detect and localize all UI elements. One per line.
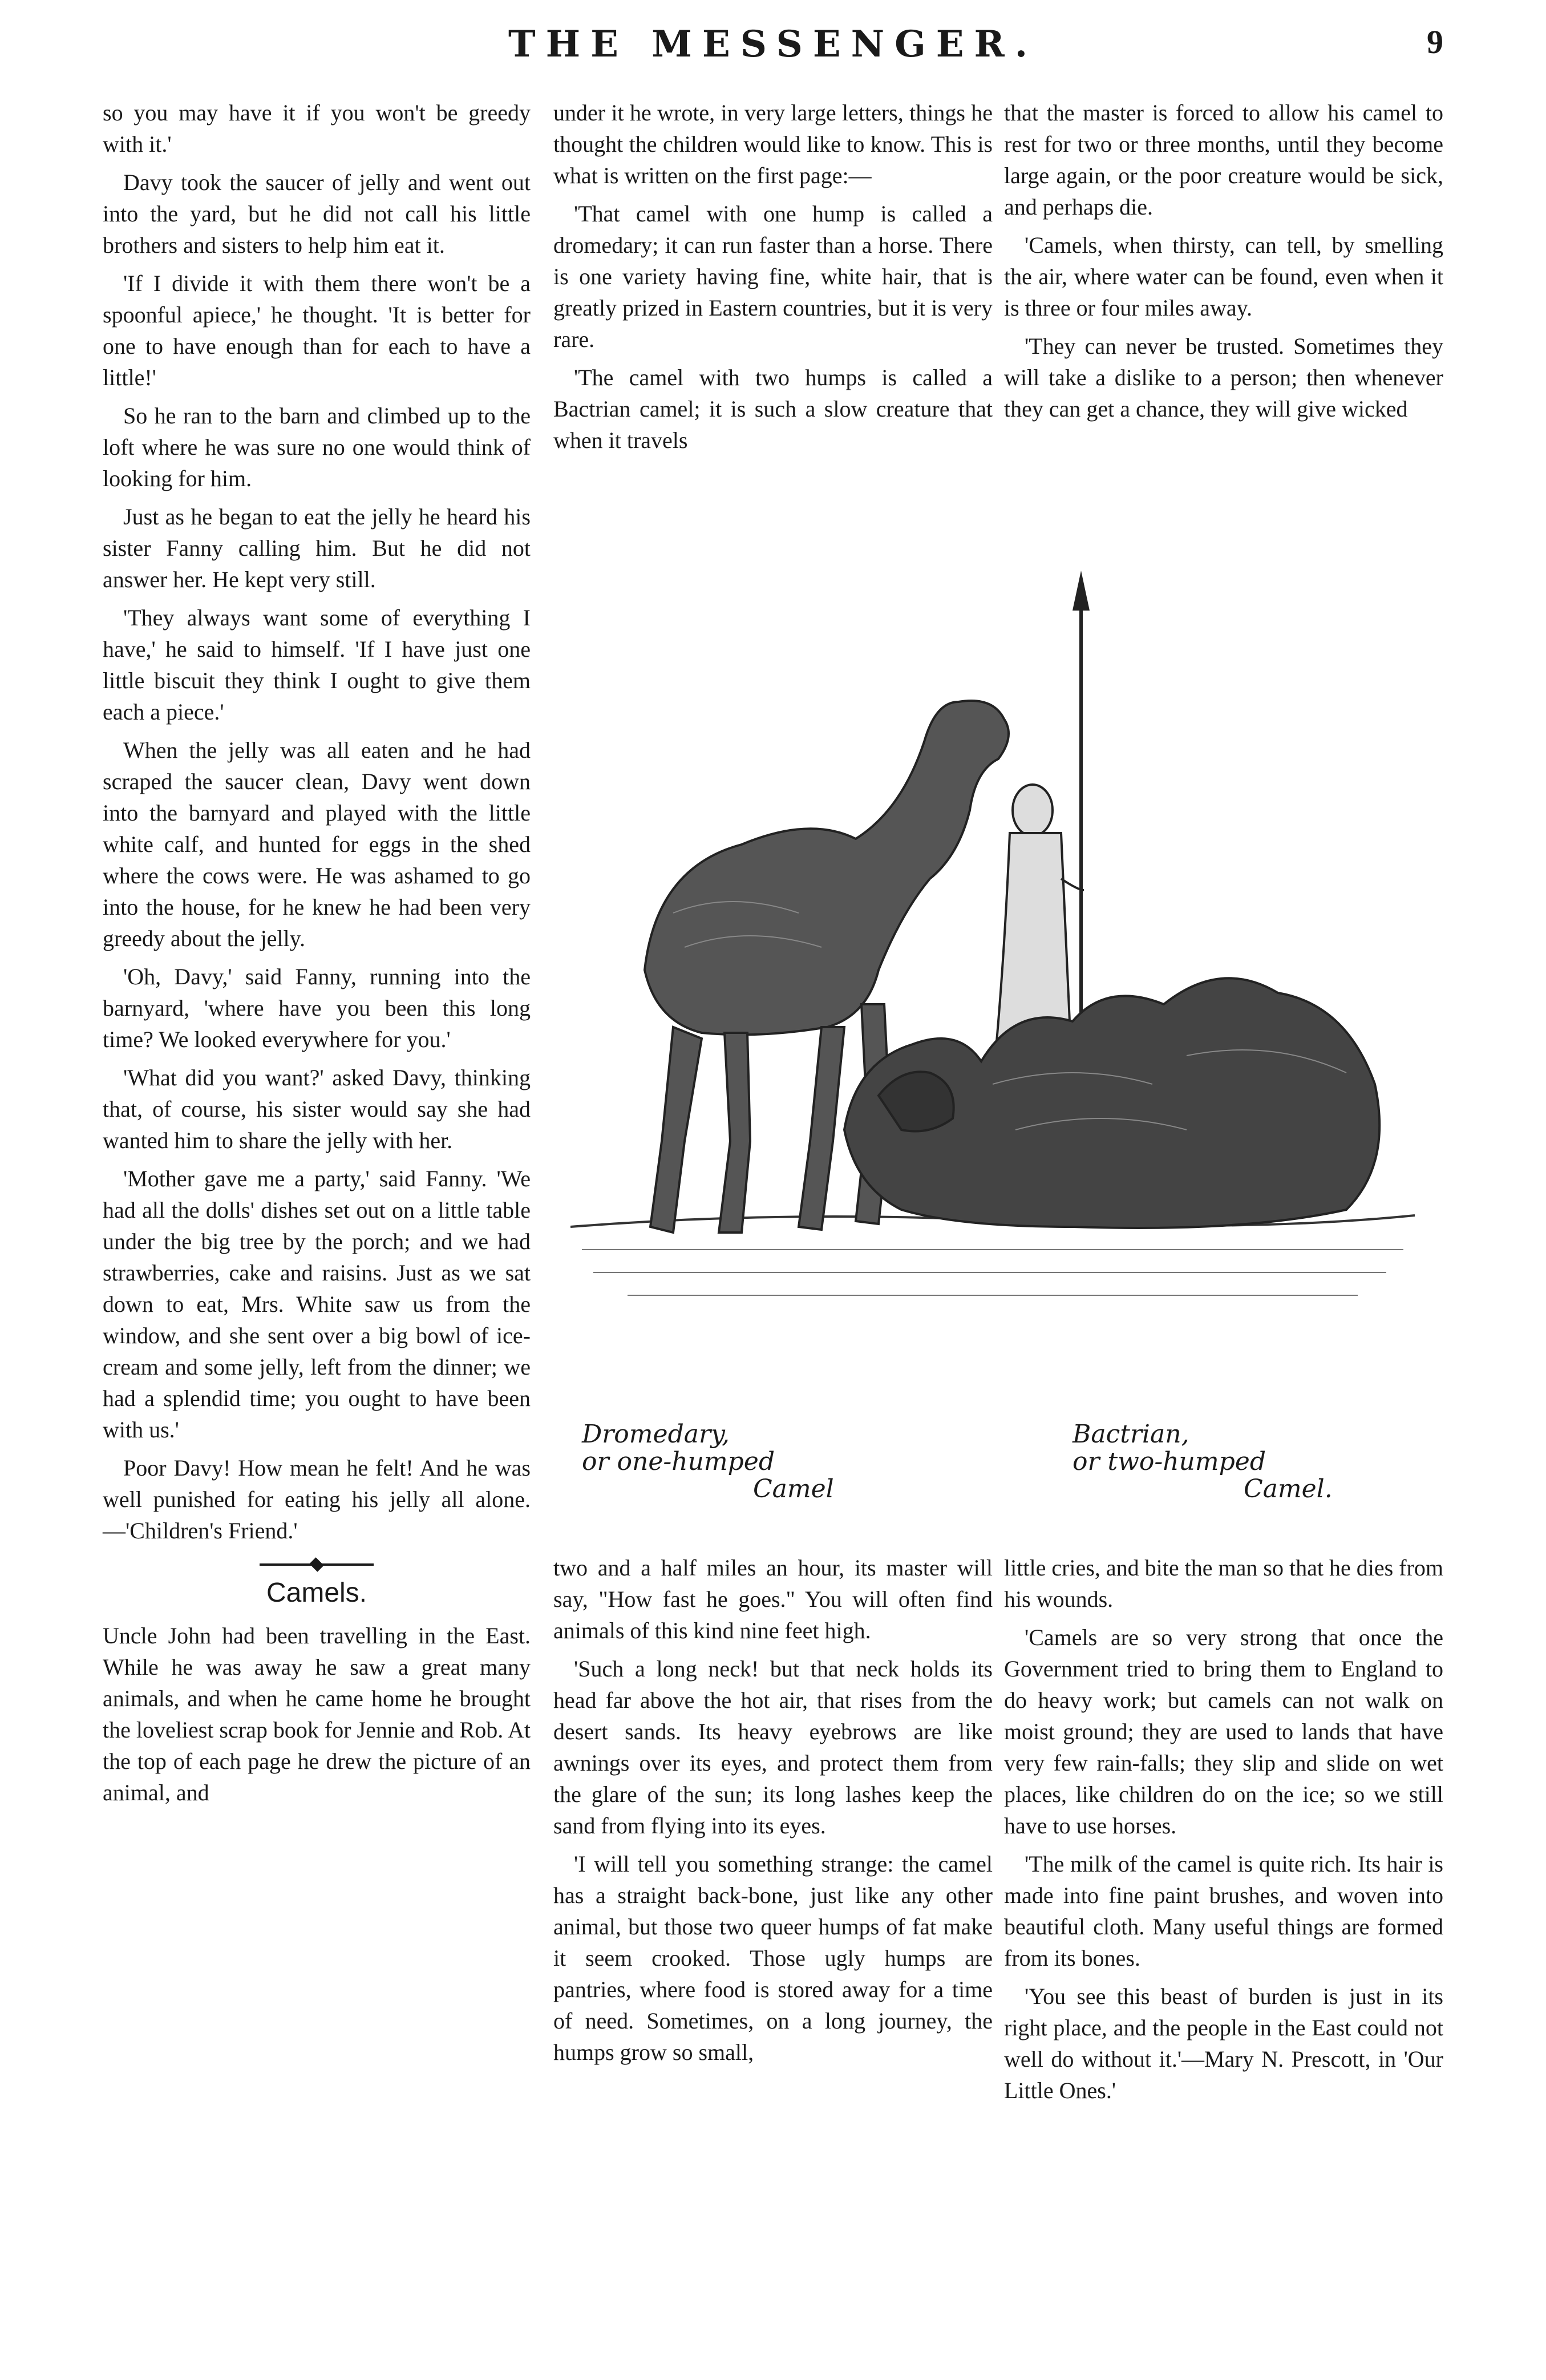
paragraph: two and a half miles an hour, its master will say, "How fast he goes." You will often find animals of this kind nine feet high.: [553, 1555, 993, 1643]
paragraph: 'They always want some of everything I have,' he said to himself. 'If I have just one little biscuit they think I ought to give them each a piece.': [103, 605, 531, 725]
caption-dromedary: [570, 1421, 856, 1503]
paragraph: 'Camels are so very strong that once the Government tried to bring them to England to do heavy work; but camels can not walk on moist ground; they are used to lands that have very few rain-falls; they slip and slide on wet places, like children do on the ice; so we still have to use horses.: [1004, 1625, 1443, 1838]
paragraph: When the jelly was all eaten and he had scraped the saucer clean, Davy went down into the barnyard and played with the little white calf, and hunted for eggs in the shed where the cows were. He was ashamed to go into the house, for he knew he had been very greedy about the jelly.: [103, 737, 531, 951]
paragraph: 'That camel with one hump is called a dromedary; it can run faster than a horse. There is one variety having fine, white hair, that is greatly prized in Eastern countries, but it is very rare.: [553, 201, 993, 352]
paragraph: Davy took the saucer of jelly and went out into the yard, but he did not call his little brothers and sisters to help him eat it.: [103, 169, 531, 258]
section-heading: Camels.: [266, 1578, 367, 1608]
caption-line: or two-humped: [1073, 1447, 1266, 1476]
paragraph: 'Oh, Davy,' said Fanny, running into the barnyard, 'where have you been this long time? We looked everywhere for you.': [103, 964, 531, 1052]
caption-line: Camel.: [1244, 1474, 1333, 1504]
column-3-bottom: [1004, 1552, 1443, 2113]
caption-line: Bactrian,: [1073, 1420, 1189, 1449]
caption-line: Camel: [753, 1474, 834, 1504]
spear-tip: [1073, 571, 1090, 611]
column-1: [103, 97, 531, 1815]
paragraph: that the master is forced to allow his camel to rest for two or three months, until they become large again, or the poor creature would be sick, and perhaps die.: [1004, 100, 1443, 220]
caption-bactrian: [1061, 1421, 1381, 1503]
paragraph: under it he wrote, in very large letters, things he thought the children would like to know. This is what is written on the first page:—: [553, 100, 993, 188]
paragraph: 'I will tell you something strange: the camel has a straight back-bone, just like any other animal, but those two queer humps of fat make it seem crooked. Those ugly humps are pantries, where food is stored away for a time of need. Sometimes, on a long journey, the humps grow so small,: [553, 1851, 993, 2065]
column-3-top: [1004, 97, 1443, 431]
caption-line: Dromedary,: [582, 1420, 730, 1449]
paragraph: 'If I divide it with them there won't be a spoonful apiece,' he thought. 'It is better for one to have enough than for each to have a little!': [103, 270, 531, 390]
column-2-top: [553, 97, 993, 463]
paragraph: 'The milk of the camel is quite rich. Its hair is made into fine paint brushes, and woven into beautiful cloth. Many useful things are formed from its bones.: [1004, 1851, 1443, 1971]
paragraph: 'Camels, when thirsty, can tell, by smelling the air, where water can be found, even when it is three or four miles away.: [1004, 232, 1443, 321]
paragraph: So he ran to the barn and climbed up to the loft where he was sure no one would think of looking for him.: [103, 403, 531, 491]
paragraph: so you may have it if you won't be greedy with it.': [103, 100, 531, 157]
paragraph: 'What did you want?' asked Davy, thinking that, of course, his sister would say she had wanted him to share the jelly with her.: [103, 1065, 531, 1153]
section-divider: [260, 1563, 374, 1566]
caption-line: or one-humped: [582, 1447, 775, 1476]
page-number: 9: [1427, 23, 1443, 60]
camels-illustration: [559, 571, 1438, 1529]
paragraph: Poor Davy! How mean he felt! And he was well punished for eating his jelly all alone.—'Children's Friend.': [103, 1455, 531, 1543]
paragraph: 'The camel with two humps is called a Bactrian camel; it is such a slow creature that when it travels: [553, 365, 993, 453]
paragraph: little cries, and bite the man so that he dies from his wounds.: [1004, 1555, 1443, 1612]
newspaper-title: THE MESSENGER.: [508, 23, 1038, 66]
paragraph: 'You see this beast of burden is just in its right place, and the people in the East could not well do without it.'—Mary N. Prescott, in 'Our Little Ones.': [1004, 1983, 1443, 2103]
paragraph: Uncle John had been travelling in the East. While he was away he saw a great many animals, and when he came home he brought the loveliest scrap book for Jennie and Rob. At the top of each page he drew the picture of an animal, and: [103, 1623, 531, 1805]
ground-shading: [582, 1250, 1403, 1295]
paragraph: 'Such a long neck! but that neck holds its head far above the hot air, that rises from the desert sands. Its heavy eyebrows are like awnings over its eyes, and protect them from the glare of the sun; its long lashes keep the sand from flying into its eyes.: [553, 1656, 993, 1838]
bactrian-camel: [844, 978, 1379, 1228]
masthead: [0, 23, 1546, 68]
paragraph: 'Mother gave me a party,' said Fanny. 'We had all the dolls' dishes set out on a little table under the big tree by the porch; and we had strawberries, cake and raisins. Just as we sat down to eat, Mrs. White saw us from the window, and she sent over a big bowl of ice-cream and some jelly, left from the dinner; we had a splendid time; you ought to have been with us.': [103, 1166, 531, 1442]
column-2-bottom: [553, 1552, 993, 2075]
paragraph: Just as he began to eat the jelly he heard his sister Fanny calling him. But he did not answer her. He kept very still.: [103, 504, 531, 592]
paragraph: 'They can never be trusted. Sometimes they will take a dislike to a person; then whenever they can get a chance, they will give wicked: [1004, 333, 1443, 422]
